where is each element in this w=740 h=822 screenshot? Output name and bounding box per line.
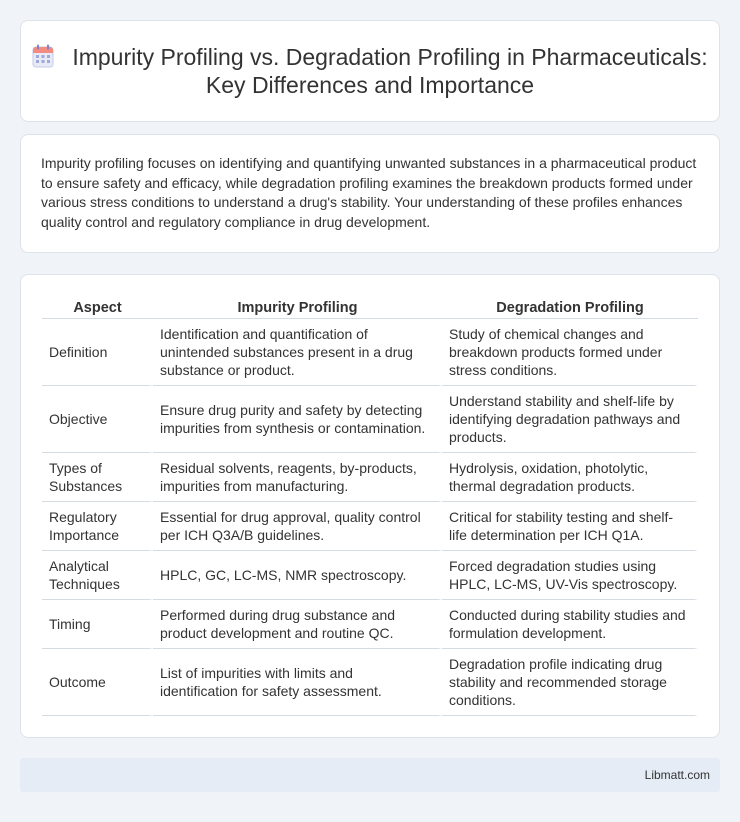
row-impurity: List of impurities with limits and identification for safety assessment. [153, 649, 442, 716]
row-aspect: Definition [42, 319, 153, 386]
header-impurity-profiling: Impurity Profiling [153, 295, 442, 319]
header-degradation-profiling: Degradation Profiling [442, 295, 698, 319]
calendar-icon [32, 44, 54, 68]
row-impurity: Residual solvents, reagents, by-products, impurities from manufacturing. [153, 453, 442, 502]
footer-brand: Libmatt.com [644, 768, 710, 782]
row-aspect: Timing [42, 600, 153, 649]
table-row [42, 600, 698, 649]
comparison-table [42, 295, 698, 716]
row-aspect: Outcome [42, 649, 153, 716]
row-impurity: HPLC, GC, LC-MS, NMR spectroscopy. [153, 551, 442, 600]
table-header-row [42, 295, 698, 319]
row-impurity: Essential for drug approval, quality control per ICH Q3A/B guidelines. [153, 502, 442, 551]
title-card [20, 20, 720, 122]
comparison-table-card [20, 274, 720, 738]
table-row [42, 453, 698, 502]
row-degradation: Degradation profile indicating drug stability and recommended storage conditions. [442, 649, 698, 716]
row-degradation: Study of chemical changes and breakdown products formed under stress conditions. [442, 319, 698, 386]
footer [20, 758, 720, 792]
table-row [42, 551, 698, 600]
table-row [42, 502, 698, 551]
row-aspect: Analytical Techniques [42, 551, 153, 600]
row-degradation: Critical for stability testing and shelf-life determination per ICH Q1A. [442, 502, 698, 551]
row-degradation: Conducted during stability studies and formulation development. [442, 600, 698, 649]
page-title-text: Impurity Profiling vs. Degradation Profiling in Pharmaceuticals: Key Differences and Importance [72, 44, 708, 98]
intro-card [20, 134, 720, 253]
row-impurity: Ensure drug purity and safety by detecting impurities from synthesis or contamination. [153, 386, 442, 453]
row-aspect: Regulatory Importance [42, 502, 153, 551]
table-row [42, 319, 698, 386]
intro-paragraph: Impurity profiling focuses on identifying and quantifying unwanted substances in a pharmaceutical product to ensure safety and efficacy, while degradation profiling examines the breakdown products formed under various stress conditions to understand a drug's stability. Your understanding of these profiles enhances quality control and regulatory compliance in drug development. [41, 155, 697, 230]
table-row [42, 649, 698, 716]
page-title [21, 43, 719, 99]
row-aspect: Objective [42, 386, 153, 453]
row-degradation: Understand stability and shelf-life by identifying degradation pathways and products. [442, 386, 698, 453]
table-row [42, 386, 698, 453]
row-impurity: Performed during drug substance and product development and routine QC. [153, 600, 442, 649]
header-aspect: Aspect [42, 295, 153, 319]
row-degradation: Forced degradation studies using HPLC, LC-MS, UV-Vis spectroscopy. [442, 551, 698, 600]
row-degradation: Hydrolysis, oxidation, photolytic, thermal degradation products. [442, 453, 698, 502]
row-impurity: Identification and quantification of unintended substances present in a drug substance or product. [153, 319, 442, 386]
row-aspect: Types of Substances [42, 453, 153, 502]
